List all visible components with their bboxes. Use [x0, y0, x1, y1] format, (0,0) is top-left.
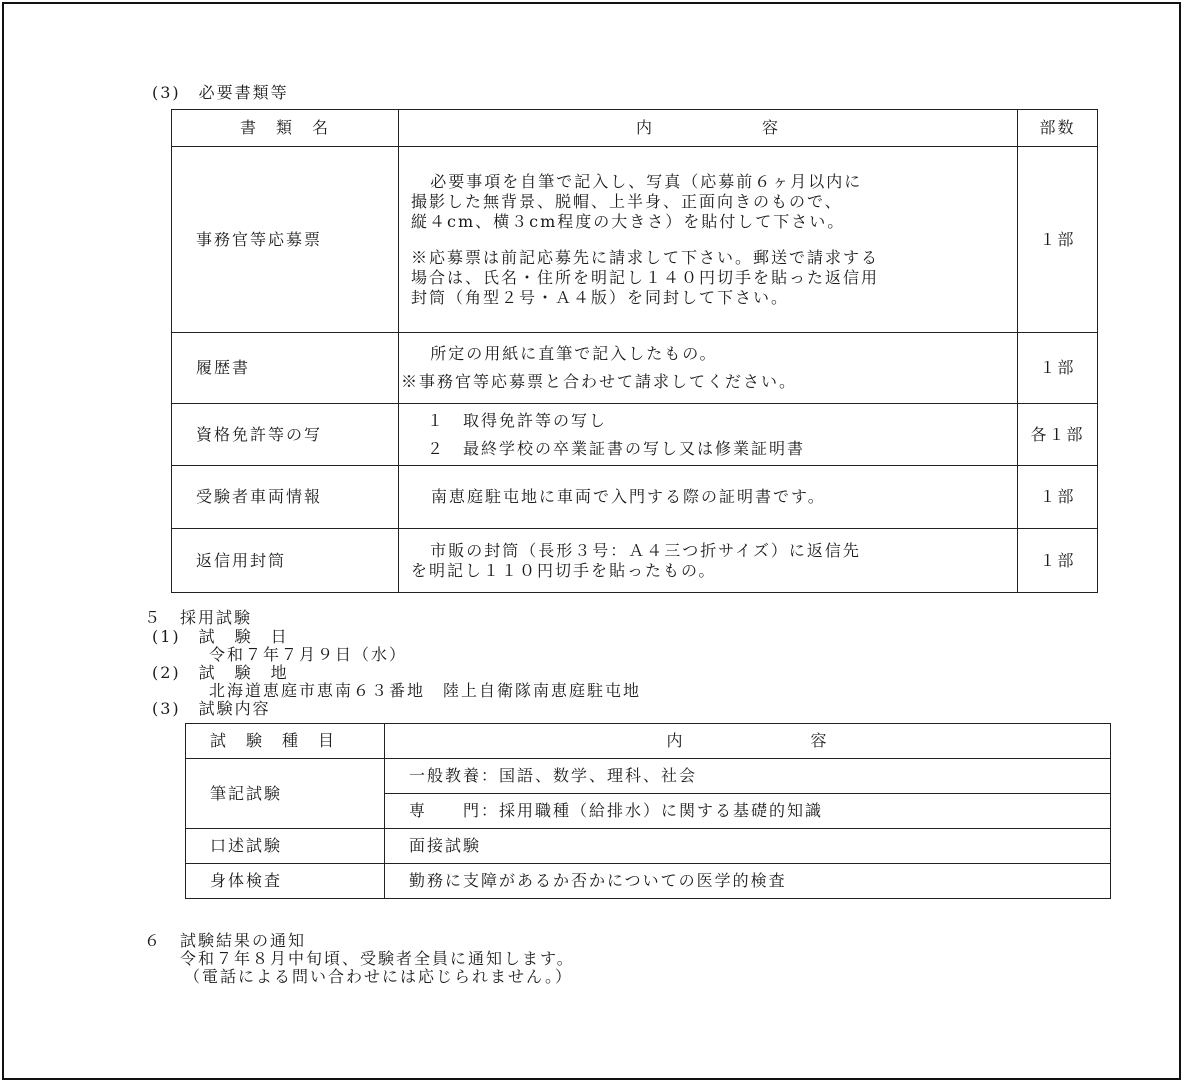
doc-count: １部 [1018, 147, 1098, 333]
exam-content-written-1: 一般教養：国語、数学、理科、社会 [385, 759, 1111, 794]
document-page [2, 2, 1181, 1080]
doc-name: 返信用封筒 [172, 529, 399, 593]
note-line: ※応募票は前記応募先に請求して下さい。郵送で請求する [411, 247, 880, 267]
doc-name: 事務官等応募票 [172, 147, 399, 333]
table-row [186, 864, 1111, 899]
exam-type-oral: 口述試験 [186, 829, 385, 864]
doc-name: 受験者車両情報 [172, 466, 399, 529]
exam-place-value: 北海道恵庭市恵南６３番地 陸上自衛隊南恵庭駐屯地 [209, 681, 642, 700]
content-line: ２ 最終学校の卒業証書の写し又は修業証明書 [427, 438, 806, 458]
header-content: 内 容 [399, 110, 1018, 147]
doc-name: 資格免許等の写 [172, 404, 399, 466]
doc-content [399, 333, 1018, 404]
header-exam-type: 試 験 種 目 [186, 724, 385, 759]
doc-count: １部 [1018, 333, 1098, 404]
doc-name: 履歴書 [172, 333, 399, 404]
note-line: ※事務官等応募票と合わせて請求してください。 [401, 372, 798, 391]
doc-content [399, 529, 1018, 593]
doc-content [399, 466, 1018, 529]
doc-count: １部 [1018, 529, 1098, 593]
header-doc-name: 書 類 名 [172, 110, 399, 147]
exam-type-physical: 身体検査 [186, 864, 385, 899]
exam-date-label: (1) 試 験 日 [152, 627, 289, 646]
table-row [172, 404, 1098, 466]
note-line: 封筒（角型２号・Ａ４版）を同封して下さい。 [411, 287, 790, 307]
exam-content-oral: 面接試験 [385, 829, 1111, 864]
content-line: １ 取得免許等の写し [427, 410, 608, 430]
result-notice-line: 令和７年８月中旬頃、受験者全員に通知します。 [180, 949, 575, 968]
table-row [186, 759, 1111, 794]
section3-heading: (3) 必要書類等 [152, 83, 289, 102]
header-count: 部数 [1018, 110, 1098, 147]
content-line: 撮影した無背景、脱帽、上半身、正面向きのもので、 [411, 191, 843, 211]
documents-table [171, 109, 1098, 593]
note-line: 場合は、氏名・住所を明記し１４０円切手を貼った返信用 [411, 267, 880, 287]
section6-heading: ６ 試験結果の通知 [144, 931, 307, 950]
exam-content-label: (3) 試験内容 [152, 699, 271, 718]
content-line: 必要事項を自筆で記入し、写真（応募前６ヶ月以内に [430, 171, 863, 191]
doc-content [399, 147, 1018, 333]
header-exam-content: 内 容 [385, 724, 1111, 759]
table-row [186, 829, 1111, 864]
doc-count: 各１部 [1018, 404, 1098, 466]
table-header-row [186, 724, 1111, 759]
doc-content [399, 404, 1018, 466]
table-row [172, 333, 1098, 404]
content-line: 市販の封筒（長形３号：Ａ４三つ折サイズ）に返信先 [430, 540, 861, 560]
exam-table [185, 723, 1111, 899]
exam-content-written-2: 専 門：採用職種（給排水）に関する基礎的知識 [385, 794, 1111, 829]
content-line: 縦４cm、横３cm程度の大きさ）を貼付して下さい。 [411, 211, 846, 231]
table-row [172, 466, 1098, 529]
content-line: を明記し１１０円切手を貼ったもの。 [411, 560, 717, 580]
exam-content-physical: 勤務に支障があるか否かについての医学的検査 [385, 864, 1111, 899]
exam-type-written: 筆記試験 [186, 759, 385, 829]
table-row [172, 147, 1098, 333]
exam-place-label: (2) 試 験 地 [152, 663, 289, 682]
table-header-row [172, 110, 1098, 147]
doc-count: １部 [1018, 466, 1098, 529]
table-row [172, 529, 1098, 593]
content-line: 南恵庭駐屯地に車両で入門する際の証明書です。 [431, 487, 826, 506]
exam-date-value: 令和７年７月９日（水） [209, 645, 408, 664]
result-notice-note: （電話による問い合わせには応じられません。） [184, 967, 573, 986]
content-line: 所定の用紙に直筆で記入したもの。 [430, 344, 718, 363]
section5-heading: ５ 採用試験 [144, 608, 253, 627]
